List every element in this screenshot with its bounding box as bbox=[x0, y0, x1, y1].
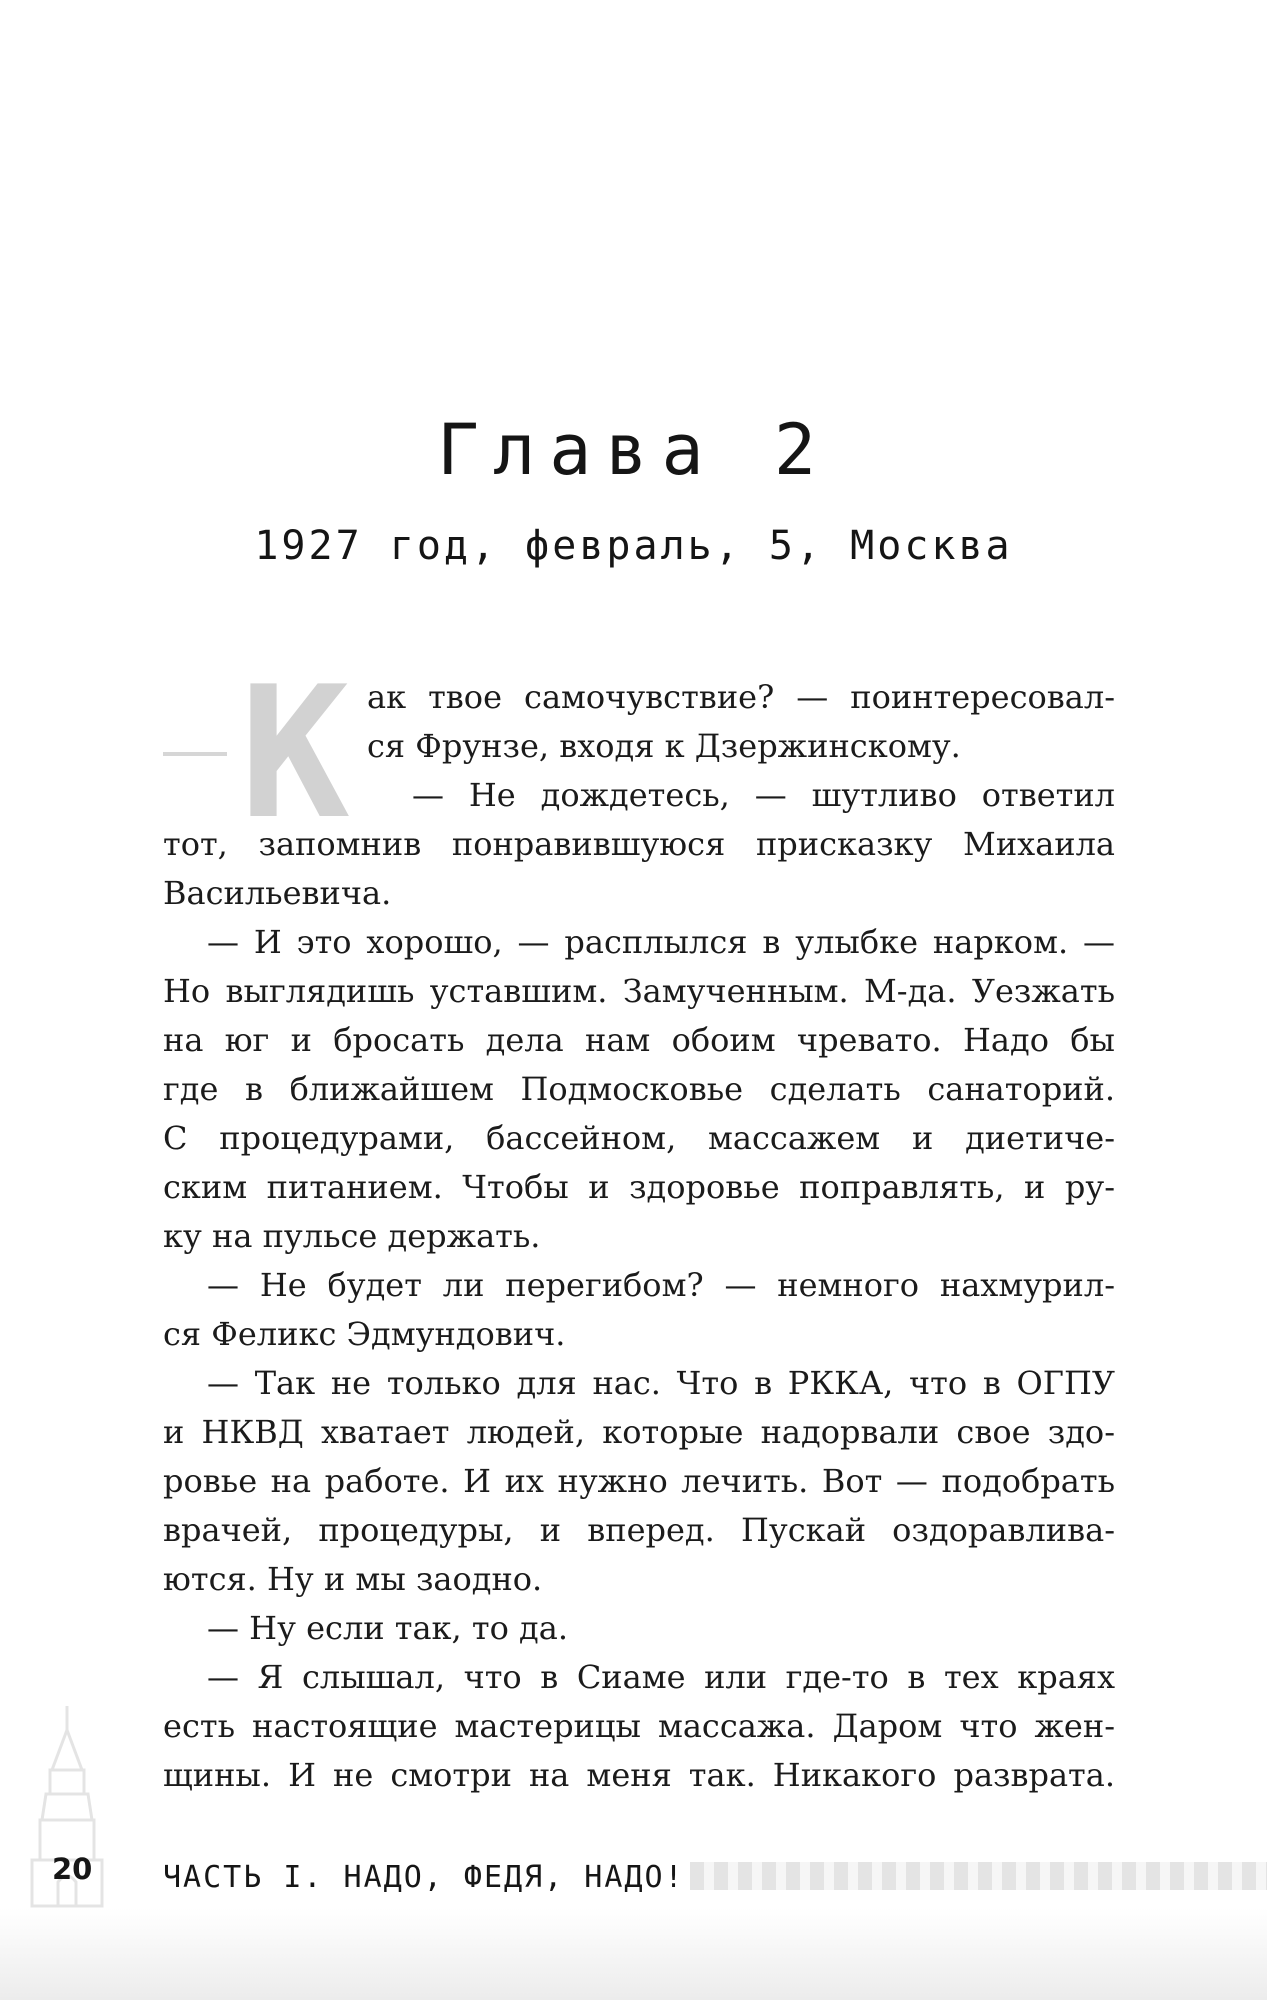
text-line: Васильевича. bbox=[163, 874, 392, 912]
drop-cap-letter: К bbox=[240, 647, 350, 859]
text-line: С процедурами, бассейном, массажем и диетиче- bbox=[163, 1119, 1115, 1157]
text-line: ским питанием. Чтобы и здоровье поправлять, и ру- bbox=[163, 1168, 1115, 1206]
footer-shade bbox=[0, 1908, 1267, 2000]
text-line: ровье на работе. И их нужно лечить. Вот — подобрать bbox=[163, 1462, 1115, 1500]
text-line: ся Феликс Эдмундович. bbox=[163, 1315, 566, 1353]
text-line: есть настоящие мастерицы массажа. Даром что жен- bbox=[163, 1707, 1115, 1745]
text-line: ак твое самочувствие? — поинтересовал- bbox=[367, 678, 1115, 716]
text-line: — Так не только для нас. Что в РККА, что в ОГПУ bbox=[207, 1364, 1115, 1402]
drop-cap-dash bbox=[163, 752, 227, 756]
text-line: где в ближайшем Подмосковье сделать санаторий. bbox=[163, 1070, 1115, 1108]
page-number: 20 bbox=[52, 1852, 93, 1886]
text-line: на юг и бросать дела нам обоим чревато. Надо бы bbox=[163, 1021, 1115, 1059]
text-line: врачей, процедуры, и вперед. Пускай оздоравлива- bbox=[163, 1511, 1115, 1549]
chapter-title: Глава 2 bbox=[436, 409, 830, 491]
text-line: тот, запомнив понравившуюся присказку Михаила bbox=[163, 825, 1115, 863]
text-line: — Не дождетесь, — шутливо ответил bbox=[412, 776, 1115, 814]
footer-decor-bar bbox=[690, 1862, 1267, 1890]
text-line: Но выглядишь уставшим. Замученным. М-да. Уезжать bbox=[163, 972, 1115, 1010]
text-line: ются. Ну и мы заодно. bbox=[163, 1560, 543, 1598]
text-line: — Не будет ли перегибом? — немного нахмурил- bbox=[207, 1266, 1115, 1304]
text-line: — Ну если так, то да. bbox=[207, 1609, 568, 1647]
text-line: ся Фрунзе, входя к Дзержинскому. bbox=[367, 727, 961, 765]
text-line: — И это хорошо, — расплылся в улыбке нарком. — bbox=[207, 923, 1115, 961]
footer-part-title: ЧАСТЬ I. НАДО, ФЕДЯ, НАДО! bbox=[163, 1860, 685, 1895]
text-line: и НКВД хватает людей, которые надорвали свое здо- bbox=[163, 1413, 1115, 1451]
text-line: ку на пульсе держать. bbox=[163, 1217, 541, 1255]
text-line: — Я слышал, что в Сиаме или где-то в тех краях bbox=[207, 1658, 1115, 1696]
text-line: щины. И не смотри на меня так. Никакого разврата. bbox=[163, 1756, 1115, 1794]
chapter-subtitle: 1927 год, февраль, 5, Москва bbox=[254, 523, 1013, 569]
